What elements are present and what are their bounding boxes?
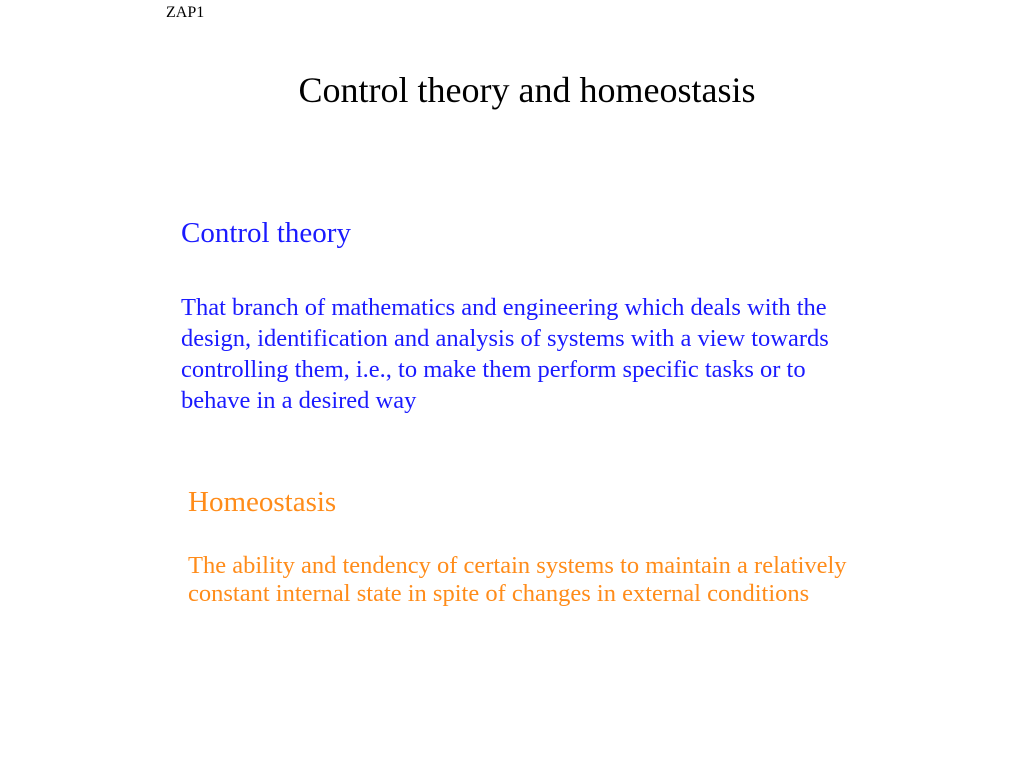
control-theory-definition-line: design, identification and analysis of systems with a view towards	[181, 325, 829, 352]
homeostasis-definition-line: The ability and tendency of certain systems to maintain a relatively	[188, 552, 847, 579]
homeostasis-definition-line: constant internal state in spite of changes in external conditions	[188, 580, 810, 607]
homeostasis-definition	[188, 552, 988, 608]
slide-corner-label: ZAP1	[166, 4, 205, 21]
control-theory-definition-line: controlling them, i.e., to make them perform specific tasks or to	[181, 356, 806, 383]
control-theory-definition-line: That branch of mathematics and engineering which deals with the	[181, 294, 827, 321]
homeostasis-section	[188, 484, 988, 608]
homeostasis-heading: Homeostasis	[188, 486, 337, 518]
control-theory-definition-line: behave in a desired way	[181, 387, 417, 414]
control-theory-definition	[181, 292, 981, 416]
slide-title: Control theory and homeostasis	[298, 70, 756, 110]
control-theory-heading: Control theory	[181, 217, 351, 249]
control-theory-section	[181, 215, 981, 416]
